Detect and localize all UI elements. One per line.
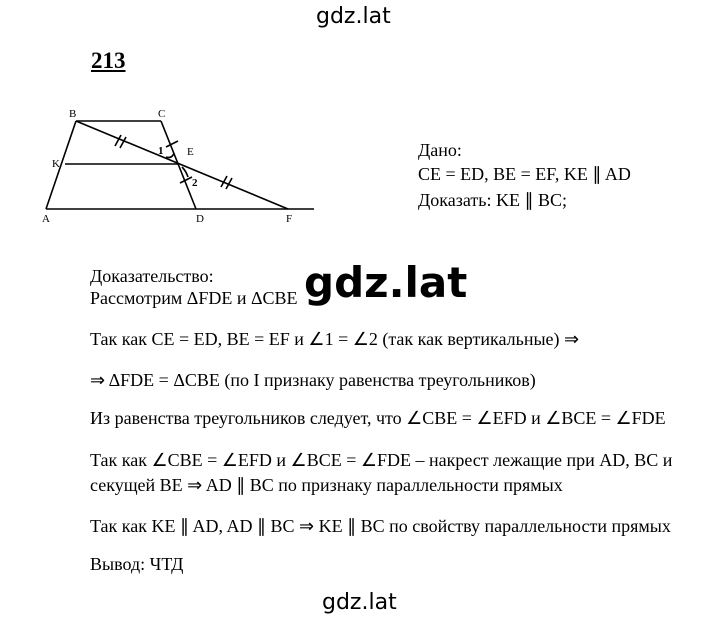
given-conditions: CE = ED, BE = EF, KE ∥ AD [418, 164, 631, 184]
watermark-center: gdz.lat [304, 258, 468, 307]
tick-BE-2 [120, 137, 126, 148]
angle-1-arc [166, 153, 174, 158]
proof-line: Рассмотрим ΔFDE и ΔCBE [90, 288, 298, 308]
label-C: C [158, 108, 166, 120]
line-CD [161, 121, 196, 209]
problem-number: 213 [91, 48, 126, 73]
proof-heading: Доказательство: [90, 266, 214, 286]
tick-BE-1 [115, 135, 121, 146]
label-angle-2: 2 [192, 177, 198, 189]
label-K: K [52, 158, 60, 170]
proof-line: Так как CE = ED, BE = EF и ∠1 = ∠2 (так как вертикальные) ⇒ [90, 329, 580, 349]
line-BF [76, 121, 288, 209]
proof-line: Так как ∠CBE = ∠EFD и ∠BCE = ∠FDE – накрест лежащие при AD, BC и [90, 450, 673, 470]
proof-line: ⇒ ΔFDE = ΔCBE (по I признаку равенства треугольников) [90, 370, 536, 390]
label-D: D [196, 213, 204, 225]
proof-line: Так как KE ∥ AD, AD ∥ BC ⇒ KE ∥ BC по свойству параллельности прямых [90, 516, 671, 536]
watermark-bottom: gdz.lat [322, 590, 397, 615]
proof-conclusion: Вывод: ЧТД [90, 554, 184, 574]
proof-line: секущей BE ⇒ AD ∥ BC по признаку параллельности прямых [90, 475, 563, 495]
label-B: B [69, 108, 77, 120]
line-AB [46, 121, 76, 209]
tick-CE [166, 141, 178, 147]
label-A: A [42, 213, 50, 225]
geometry-figure [38, 105, 328, 227]
proof-line: Из равенства треугольников следует, что ∠CBE = ∠EFD и ∠BCE = ∠FDE [90, 408, 666, 428]
given-heading: Дано: [418, 140, 462, 160]
watermark-top: gdz.lat [316, 4, 391, 29]
to-prove: Доказать: KE ∥ BC; [418, 190, 567, 210]
label-E: E [187, 146, 194, 158]
label-F: F [286, 213, 293, 225]
label-angle-1: 1 [158, 145, 164, 157]
